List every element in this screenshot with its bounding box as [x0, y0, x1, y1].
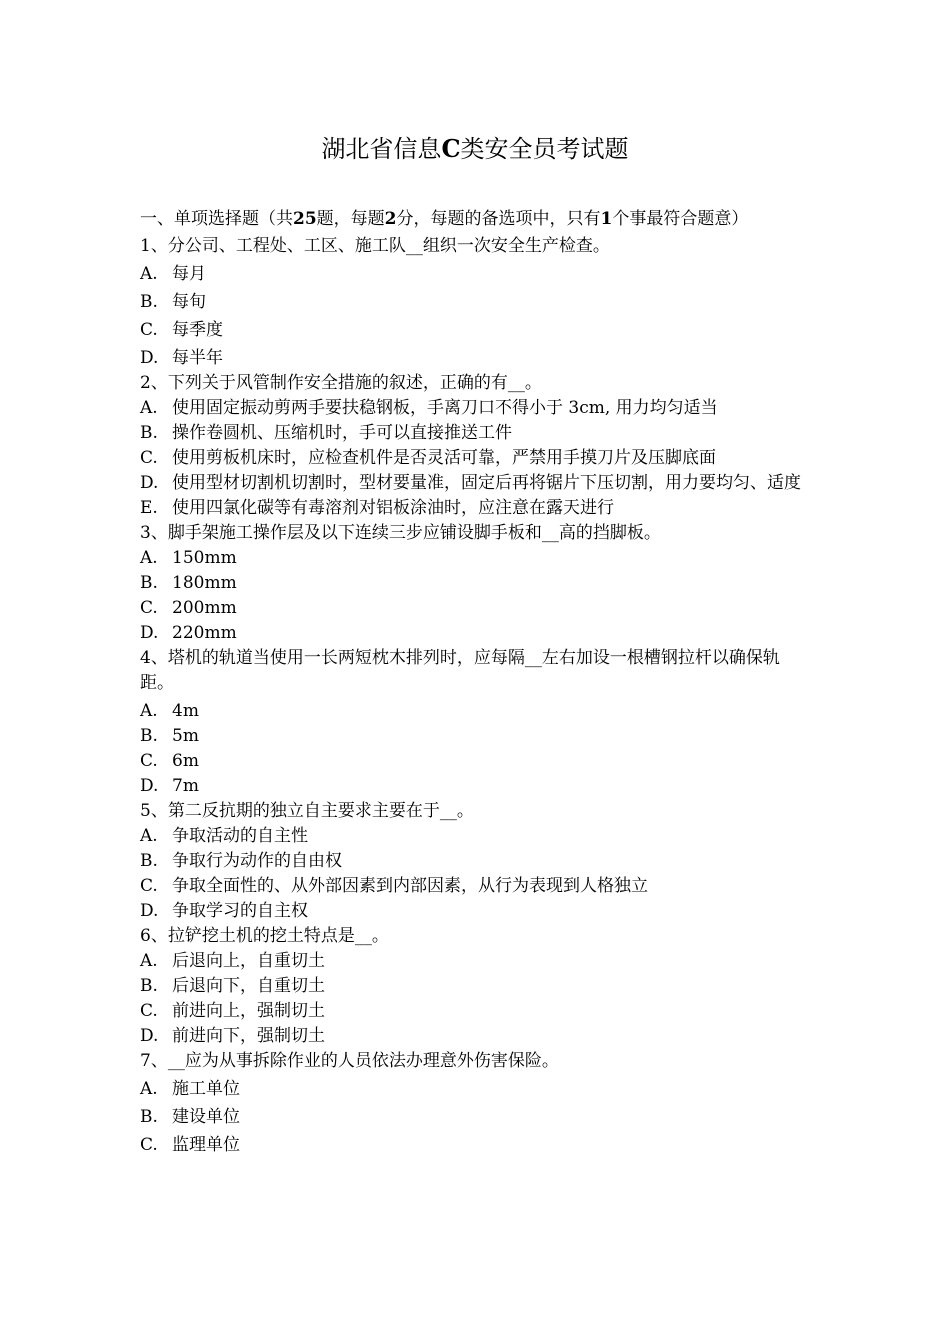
option-text: 建设单位 — [172, 1107, 240, 1127]
option-7a — [140, 1077, 810, 1102]
option-letter: C. — [140, 448, 158, 468]
option-letter: A. — [140, 1079, 158, 1099]
option-letter: A. — [140, 701, 158, 721]
option-letter: B. — [140, 423, 158, 443]
option-text: 每季度 — [172, 320, 223, 340]
title-part-1: 湖北省信息 — [321, 135, 442, 163]
question-count: 25 — [293, 209, 317, 229]
option-3b — [140, 571, 810, 596]
option-text: 使用剪板机床时，应检查机件是否灵活可靠，严禁用手摸刀片及压脚底面 — [172, 448, 716, 468]
document-body — [140, 207, 810, 1158]
option-text: 监理单位 — [172, 1135, 240, 1155]
option-1b — [140, 290, 810, 315]
option-text: 争取活动的自主性 — [172, 826, 308, 846]
option-6a — [140, 949, 810, 974]
question-5: 5、第二反抗期的独立自主要求主要在于__。 — [140, 801, 474, 821]
option-letter: D. — [140, 1026, 159, 1046]
points-per-question: 2 — [384, 209, 397, 229]
option-text: 后退向上，自重切土 — [172, 951, 325, 971]
option-1d — [140, 346, 810, 371]
question-4: 4、塔机的轨道当使用一长两短枕木排列时，应每隔__左右加设一根槽钢拉杆以确保轨距。 — [140, 648, 780, 693]
option-letter: D. — [140, 901, 159, 921]
option-2d — [140, 471, 810, 496]
option-letter: C. — [140, 1135, 158, 1155]
option-letter: A. — [140, 826, 158, 846]
option-text: 施工单位 — [172, 1079, 240, 1099]
option-letter: C. — [140, 1001, 158, 1021]
option-text: 每月 — [172, 264, 206, 284]
question-1: 1、分公司、工程处、工区、施工队__组织一次安全生产检查。 — [140, 236, 610, 256]
option-text: 200mm — [172, 598, 237, 618]
section-text-2: 题，每题 — [316, 209, 385, 229]
option-letter: A. — [140, 548, 158, 568]
option-text: 每旬 — [172, 292, 206, 312]
option-text: 争取全面性的、从外部因素到内部因素，从行为表现到人格独立 — [172, 876, 648, 896]
option-2c — [140, 446, 810, 471]
option-text: 使用四氯化碳等有毒溶剂对铝板涂油时，应注意在露天进行 — [172, 498, 614, 518]
section-text-1: 一、单项选择题（共 — [140, 209, 293, 229]
option-text: 5m — [172, 726, 199, 746]
section-text-4: 个事最符合题意） — [612, 209, 749, 229]
option-letter: A. — [140, 951, 158, 971]
option-text: 后退向下，自重切土 — [172, 976, 325, 996]
title-part-bold: C — [441, 134, 461, 163]
section-text-3: 分，每题的备选项中，只有 — [396, 209, 601, 229]
option-text: 争取学习的自主权 — [172, 901, 308, 921]
option-4c — [140, 749, 810, 774]
option-text: 180mm — [172, 573, 237, 593]
option-letter: C. — [140, 751, 158, 771]
option-text: 操作卷圆机、压缩机时，手可以直接推送工件 — [172, 423, 512, 443]
option-6b — [140, 974, 810, 999]
option-5b — [140, 849, 810, 874]
option-text: 7m — [172, 776, 199, 796]
option-text: 使用固定振动剪两手要扶稳钢板，手离刀口不得小于 3cm, 用力均匀适当 — [172, 398, 718, 418]
option-4d — [140, 774, 810, 799]
option-letter: B. — [140, 726, 158, 746]
option-1a — [140, 262, 810, 287]
option-4b — [140, 724, 810, 749]
option-2e — [140, 496, 810, 521]
question-7: 7、__应为从事拆除作业的人员依法办理意外伤害保险。 — [140, 1051, 559, 1071]
option-letter: C. — [140, 876, 158, 896]
option-5d — [140, 899, 810, 924]
option-text: 150mm — [172, 548, 237, 568]
title-part-2: 类安全员考试题 — [460, 135, 629, 163]
correct-option-count: 1 — [600, 209, 613, 229]
option-letter: A. — [140, 398, 158, 418]
section-heading — [140, 207, 810, 232]
option-2a — [140, 396, 810, 421]
option-6c — [140, 999, 810, 1024]
option-letter: B. — [140, 292, 158, 312]
option-7b — [140, 1105, 810, 1130]
option-3c — [140, 596, 810, 621]
option-text: 使用型材切割机切割时，型材要量准，固定后再将锯片下压切割，用力要均匀、适度 — [172, 473, 801, 493]
option-text: 220mm — [172, 623, 237, 643]
option-text: 前进向上，强制切土 — [172, 1001, 325, 1021]
option-letter: E. — [140, 498, 158, 518]
option-letter: D. — [140, 776, 159, 796]
option-letter: B. — [140, 851, 158, 871]
option-text: 前进向下，强制切土 — [172, 1026, 325, 1046]
option-letter: D. — [140, 473, 159, 493]
option-letter: B. — [140, 1107, 158, 1127]
question-3: 3、脚手架施工操作层及以下连续三步应铺设脚手板和__高的挡脚板。 — [140, 523, 661, 543]
option-letter: D. — [140, 623, 159, 643]
option-letter: D. — [140, 348, 159, 368]
question-2: 2、下列关于风管制作安全措施的叙述，正确的有__。 — [140, 373, 542, 393]
option-text: 争取行为动作的自由权 — [172, 851, 342, 871]
question-6: 6、拉铲挖土机的挖土特点是__。 — [140, 926, 389, 946]
option-1c — [140, 318, 810, 343]
option-6d — [140, 1024, 810, 1049]
document-title — [0, 132, 950, 166]
option-2b — [140, 421, 810, 446]
option-5a — [140, 824, 810, 849]
option-letter: C. — [140, 598, 158, 618]
option-text: 4m — [172, 701, 199, 721]
option-letter: C. — [140, 320, 158, 340]
option-letter: B. — [140, 573, 158, 593]
option-4a — [140, 699, 810, 724]
option-3d — [140, 621, 810, 646]
option-letter: B. — [140, 976, 158, 996]
option-letter: A. — [140, 264, 158, 284]
option-5c — [140, 874, 810, 899]
option-7c — [140, 1133, 810, 1158]
option-3a — [140, 546, 810, 571]
option-text: 6m — [172, 751, 199, 771]
option-text: 每半年 — [172, 348, 223, 368]
